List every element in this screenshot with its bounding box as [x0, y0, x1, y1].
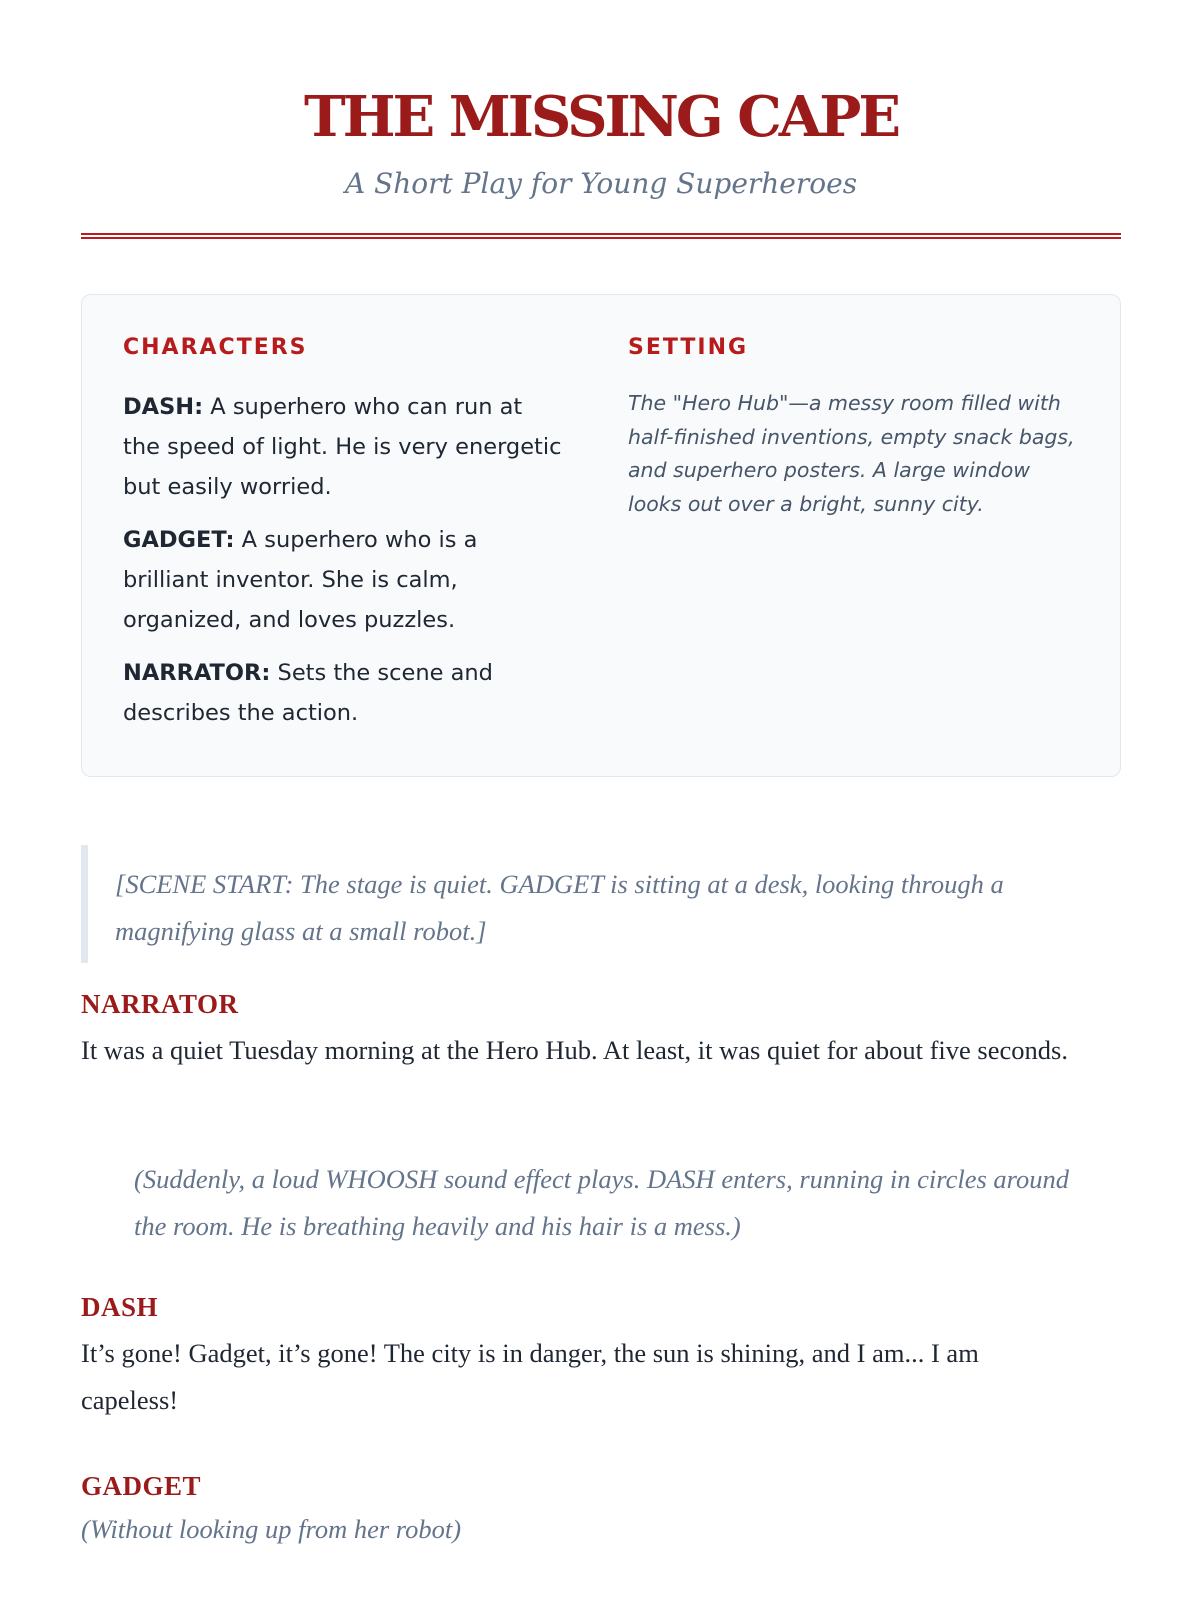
- play-info-box: [81, 294, 1121, 777]
- title-divider: [81, 233, 1121, 239]
- character-description: A superhero who is a brilliant inventor. She is calm, organized, and loves puzzles.: [123, 527, 478, 633]
- setting-heading: SETTING: [628, 335, 749, 360]
- play-title: THE MISSING CAPE: [303, 84, 899, 150]
- character-name: NARRATOR:: [123, 660, 271, 686]
- character-description: A superhero who can run at the speed of light. He is very energetic but easily worried.: [123, 394, 562, 500]
- character-entry-dash: [123, 387, 563, 507]
- character-entry-gadget: [123, 520, 563, 640]
- characters-section: [123, 333, 563, 746]
- character-entry-narrator: [123, 653, 563, 733]
- dialogue-line-dash: It’s gone! Gadget, it’s gone! The city is in danger, the sun is shining, and I am... I am capeless!: [81, 1338, 979, 1415]
- play-subtitle: A Short Play for Young Superheroes: [344, 167, 858, 200]
- characters-heading: CHARACTERS: [123, 335, 308, 360]
- character-name: DASH:: [123, 394, 204, 420]
- scene-start-direction: [SCENE START: The stage is quiet. GADGET is sitting at a desk, looking through a magnifying glass at a small robot.]: [81, 845, 1121, 963]
- character-name: GADGET:: [123, 527, 235, 553]
- speaker-gadget: GADGET: [81, 1471, 202, 1501]
- setting-section: [628, 333, 1088, 521]
- speaker-narrator: NARRATOR: [81, 989, 239, 1019]
- parenthetical-gadget: (Without looking up from her robot): [81, 1514, 462, 1544]
- dialogue-line-narrator: It was a quiet Tuesday morning at the Hero Hub. At least, it was quiet for about five seconds.: [81, 1035, 1068, 1065]
- stage-direction: (Suddenly, a loud WHOOSH sound effect plays. DASH enters, running in circles around the room. He is breathing heavily and his hair is a mess.): [134, 1164, 1069, 1241]
- speaker-dash: DASH: [81, 1292, 159, 1322]
- character-description: Sets the scene and describes the action.: [123, 660, 493, 726]
- setting-description: The "Hero Hub"—a messy room filled with half-finished inventions, empty snack bags, and superhero posters. A large window looks out over a bright, sunny city.: [628, 391, 1075, 516]
